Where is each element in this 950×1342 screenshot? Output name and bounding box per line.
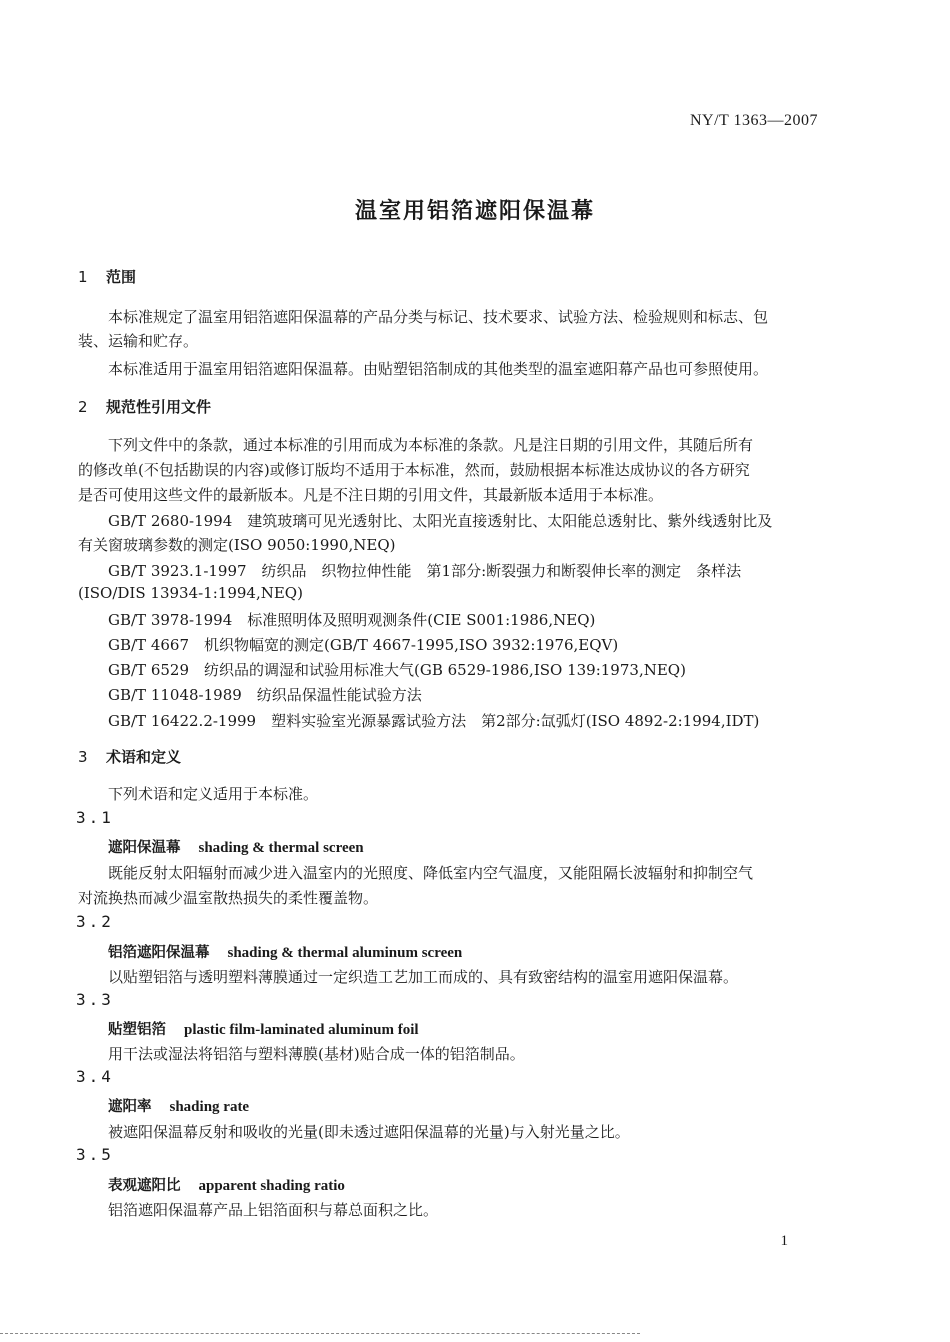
section-title: 术语和定义 xyxy=(106,748,182,766)
reference-item: GB/T 3923.1-1997 纺织品 织物拉伸性能 第1部分:断裂强力和断裂伸长率的测定 条样法 xyxy=(108,562,742,580)
section-number: 2 xyxy=(78,398,88,416)
section-1-heading xyxy=(78,266,136,287)
term-zh: 铝箔遮阳保温幕 xyxy=(108,945,210,961)
term-definition: 铝箔遮阳保温幕产品上铝箔面积与幕总面积之比。 xyxy=(108,1201,439,1219)
term-number: 3.5 xyxy=(76,1145,114,1164)
paragraph: 本标准适用于温室用铝箔遮阳保温幕。由贴塑铝箔制成的其他类型的温室遮阳幕产品也可参照使用。 xyxy=(108,360,769,378)
term-heading xyxy=(108,836,364,857)
document-title: 温室用铝箔遮阳保温幕 xyxy=(354,199,595,224)
reference-item: GB/T 2680-1994 建筑玻璃可见光透射比、太阳光直接透射比、太阳能总透射比、紫外线透射比及 xyxy=(108,512,773,530)
paragraph: 下列术语和定义适用于本标准。 xyxy=(108,785,319,803)
term-en: shading & thermal aluminum screen xyxy=(227,945,463,961)
term-number: 3.3 xyxy=(76,990,114,1009)
term-zh: 遮阳保温幕 xyxy=(108,840,181,856)
term-heading xyxy=(108,1174,345,1195)
section-title: 范围 xyxy=(106,268,137,286)
paragraph: 的修改单(不包括勘误的内容)或修订版均不适用于本标准，然而，鼓励根据本标准达成协议的各方研究 xyxy=(78,461,750,479)
page-number: 1 xyxy=(780,1233,788,1249)
paragraph: 是否可使用这些文件的最新版本。凡是不注日期的引用文件，其最新版本适用于本标准。 xyxy=(78,486,664,504)
section-number: 3 xyxy=(78,748,88,766)
section-2-heading xyxy=(78,396,211,417)
paragraph: 下列文件中的条款，通过本标准的引用而成为本标准的条款。凡是注日期的引用文件，其随后所有 xyxy=(108,436,754,454)
term-en: shading rate xyxy=(169,1099,250,1115)
term-number: 3.2 xyxy=(76,912,114,931)
scan-edge-line xyxy=(0,1333,640,1334)
term-heading xyxy=(108,1095,249,1116)
term-number: 3.1 xyxy=(76,808,114,827)
term-number: 3.4 xyxy=(76,1067,114,1086)
paragraph: 装、运输和贮存。 xyxy=(78,332,199,350)
term-en: shading & thermal screen xyxy=(198,840,364,856)
term-definition: 既能反射太阳辐射而减少进入温室内的光照度、降低室内空气温度，又能阻隔长波辐射和抑制空气 xyxy=(108,864,754,882)
reference-item: GB/T 16422.2-1999 塑料实验室光源暴露试验方法 第2部分:氙弧灯(ISO 4892-2:1994,IDT) xyxy=(108,712,760,730)
reference-item: GB/T 3978-1994 标准照明体及照明观测条件(CIE S001:1986,NEQ) xyxy=(108,611,596,629)
section-3-heading xyxy=(78,746,181,767)
standard-number: NY/T 1363—2007 xyxy=(689,112,818,129)
term-zh: 贴塑铝箔 xyxy=(108,1022,166,1038)
section-title: 规范性引用文件 xyxy=(106,398,212,416)
term-zh: 遮阳率 xyxy=(108,1099,152,1115)
term-heading xyxy=(108,1018,419,1039)
reference-item-cont: 有关窗玻璃参数的测定(ISO 9050:1990,NEQ) xyxy=(78,536,396,554)
term-definition: 用干法或湿法将铝箔与塑料薄膜(基材)贴合成一体的铝箔制品。 xyxy=(108,1045,525,1063)
reference-item: GB/T 6529 纺织品的调湿和试验用标准大气(GB 6529-1986,ISO 139:1973,NEQ) xyxy=(108,661,686,679)
term-heading xyxy=(108,941,462,962)
section-number: 1 xyxy=(78,268,88,286)
reference-item-cont: (ISO/DIS 13934-1:1994,NEQ) xyxy=(78,584,303,602)
term-zh: 表观遮阳比 xyxy=(108,1178,181,1194)
term-definition: 以贴塑铝箔与透明塑料薄膜通过一定织造工艺加工而成的、具有致密结构的温室用遮阳保温幕。 xyxy=(108,968,739,986)
reference-item: GB/T 4667 机织物幅宽的测定(GB/T 4667-1995,ISO 3932:1976,EQV) xyxy=(108,636,619,654)
term-en: apparent shading ratio xyxy=(198,1178,345,1194)
reference-item: GB/T 11048-1989 纺织品保温性能试验方法 xyxy=(108,686,422,704)
term-en: plastic film-laminated aluminum foil xyxy=(184,1022,419,1038)
term-definition: 被遮阳保温幕反射和吸收的光量(即未透过遮阳保温幕的光量)与入射光量之比。 xyxy=(108,1123,630,1141)
term-definition-cont: 对流换热而减少温室散热损失的柔性覆盖物。 xyxy=(78,889,379,907)
paragraph: 本标准规定了温室用铝箔遮阳保温幕的产品分类与标记、技术要求、试验方法、检验规则和标志、包 xyxy=(108,308,769,326)
